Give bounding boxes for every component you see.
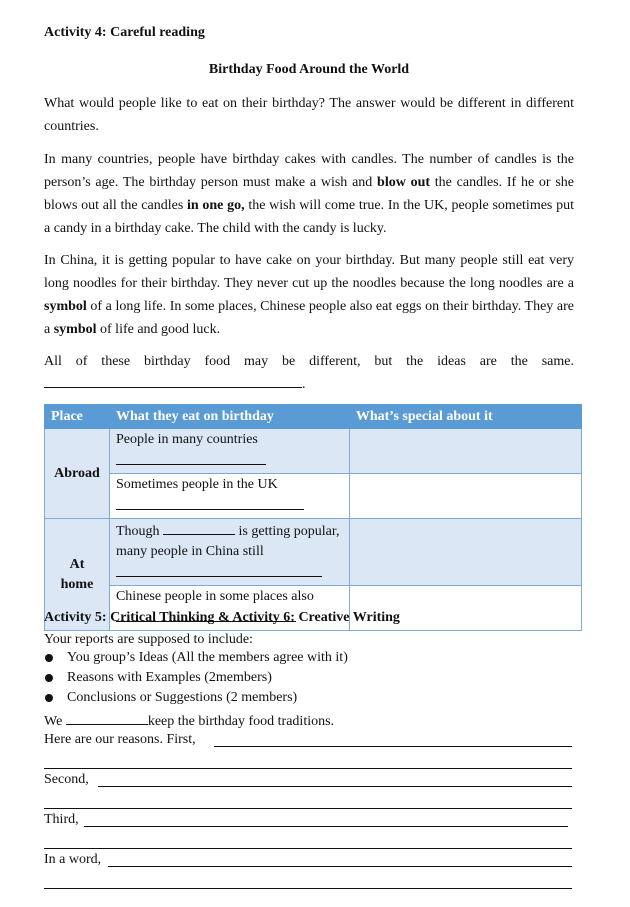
table-cell-empty[interactable] [349,429,581,474]
list-item: You group’s Ideas (All the members agree with it) [44,650,348,666]
we-blank[interactable] [66,710,148,725]
activity4-heading: Activity 4: Careful reading [44,25,205,40]
paragraph-2: In many countries, people have birthday cakes with candles. The number of candles is the person’s age. The birthday person must make a wish and blow out the candles. If he or she blows out all the candles in one go, the wish will come true. In the UK, people sometimes put a candy in a birthday cake. The child with the candy is lucky. [44,152,574,236]
in-a-word-label: In a word, [44,852,102,867]
cell-blank[interactable] [163,520,235,535]
bullet-icon [45,674,53,682]
table-row [45,519,582,586]
writing-line[interactable] [214,746,572,747]
writing-line[interactable] [98,786,572,787]
row-head-abroad: Abroad [45,429,110,519]
writing-line[interactable] [108,866,572,867]
table-cell-empty[interactable] [349,519,581,586]
writing-line[interactable] [44,768,572,769]
table-header-special: What’s special about it [349,405,581,429]
table-cell: People in many countries [109,429,349,474]
paragraph-3: In China, it is getting popular to have cake on your birthday. But many people still eat very long noodles for their birthday. They never cut up the noodles because the long noodles are a symbol of a long life. In some places, Chinese people also eat eggs on their birthday. They are a symbol of life and good luck. [44,253,574,337]
table-row [45,429,582,474]
paragraph-4-blank[interactable]: . [44,373,306,393]
activity56-heading: Activity 5: Critical Thinking & Activity 6: Creative Writing [44,610,400,625]
paragraph-4: All of these birthday food may be different, but the ideas are the same. [44,354,574,369]
birthday-food-table [44,404,582,631]
writing-line[interactable] [84,826,568,827]
list-item: Conclusions or Suggestions (2 members) [44,690,297,706]
reasons-first-label: Here are our reasons. First, [44,732,196,747]
answer-blank[interactable] [44,373,302,388]
writing-line[interactable] [44,888,572,889]
bullet-icon [45,654,53,662]
bold-blow-out: blow out [377,175,431,190]
table-cell: Chinese people in some places also [109,586,349,631]
writing-line[interactable] [44,808,572,809]
bullet-icon [45,694,53,702]
writing-line[interactable] [44,848,572,849]
row-head-at-home: At home [45,519,110,631]
list-item: Reasons with Examples (2members) [44,670,272,686]
second-label: Second, [44,772,89,787]
reading-title: Birthday Food Around the World [208,62,410,77]
table-cell: Sometimes people in the UK [109,474,349,519]
third-label: Third, [44,812,79,827]
table-row [45,474,582,519]
table-cell-empty[interactable] [349,474,581,519]
bold-symbol-1: symbol [44,299,87,314]
we-sentence: We keep the birthday food traditions. [44,710,334,732]
bold-in-one-go: in one go, [187,198,245,213]
table-header-place: Place [45,405,110,429]
bold-symbol-2: symbol [53,322,97,337]
paragraph-1: What would people like to eat on their birthday? The answer would be different in different countries. [44,96,574,134]
cell-blank[interactable] [116,495,304,510]
cell-blank[interactable] [116,450,266,465]
table-cell: Though is getting popular, many people in China still [109,519,349,586]
cell-blank[interactable] [116,562,322,577]
report-intro: Your reports are supposed to include: [44,632,253,647]
table-header-food: What they eat on birthday [109,405,349,429]
